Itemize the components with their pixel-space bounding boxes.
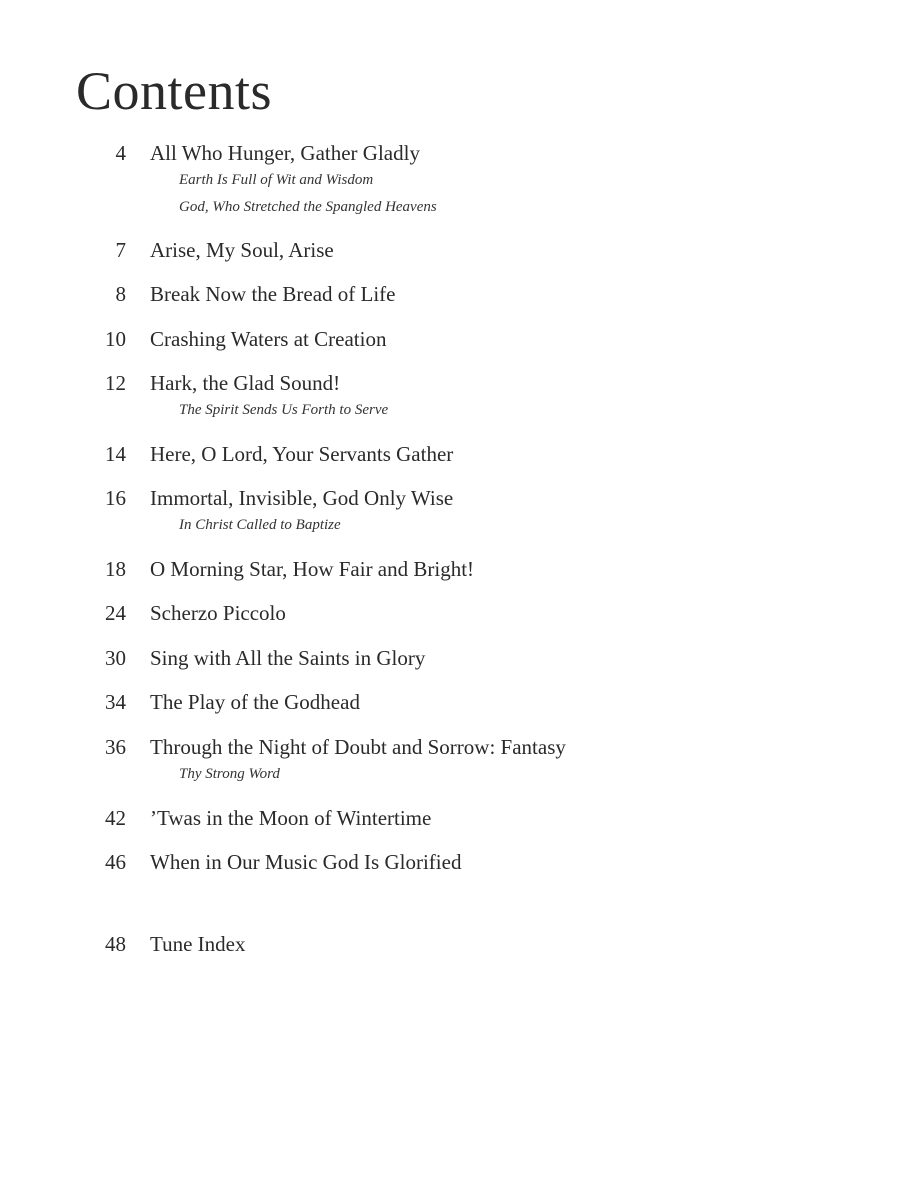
toc-title: O Morning Star, How Fair and Bright!: [150, 557, 475, 581]
toc-title: Tune Index: [150, 932, 246, 956]
toc-title: Through the Night of Doubt and Sorrow: Fantasy: [150, 735, 566, 759]
toc-page-number: 16: [105, 486, 126, 510]
toc-page-number: 7: [115, 238, 126, 262]
toc-title: Break Now the Bread of Life: [150, 282, 396, 306]
toc-page-number: 10: [105, 327, 126, 351]
toc-page-number: 48: [105, 932, 126, 956]
toc-page-number: 36: [105, 735, 126, 759]
toc-subtitle: In Christ Called to Baptize: [179, 517, 341, 533]
toc-title: ’Twas in the Moon of Wintertime: [150, 806, 432, 830]
toc-title: All Who Hunger, Gather Gladly: [150, 141, 420, 165]
toc-title: Sing with All the Saints in Glory: [150, 646, 426, 670]
toc-page-number: 18: [105, 557, 126, 581]
toc-subtitle: The Spirit Sends Us Forth to Serve: [179, 402, 389, 418]
page-title: Contents: [76, 61, 273, 121]
toc-page-number: 8: [115, 282, 126, 306]
toc-title: Scherzo Piccolo: [150, 601, 286, 625]
toc-title: The Play of the Godhead: [150, 690, 360, 714]
toc-page-number: 34: [105, 690, 126, 714]
toc-title: Immortal, Invisible, God Only Wise: [150, 486, 454, 510]
toc-page-number: 42: [105, 806, 126, 830]
toc-page-number: 30: [105, 646, 126, 670]
toc-title: Here, O Lord, Your Servants Gather: [150, 442, 454, 466]
toc-subtitle: Earth Is Full of Wit and Wisdom: [179, 172, 374, 188]
toc-title: Hark, the Glad Sound!: [150, 371, 341, 395]
toc-title: When in Our Music God Is Glorified: [150, 850, 462, 874]
toc-page-number: 46: [105, 850, 126, 874]
toc-page-number: 4: [115, 141, 126, 165]
toc-page-number: 24: [105, 601, 126, 625]
toc-page-number: 12: [105, 371, 126, 395]
toc-title: Crashing Waters at Creation: [150, 327, 387, 351]
toc-subtitle: God, Who Stretched the Spangled Heavens: [179, 199, 437, 215]
toc-subtitle: Thy Strong Word: [179, 766, 280, 782]
toc-page-number: 14: [105, 442, 126, 466]
toc-title: Arise, My Soul, Arise: [150, 238, 334, 262]
